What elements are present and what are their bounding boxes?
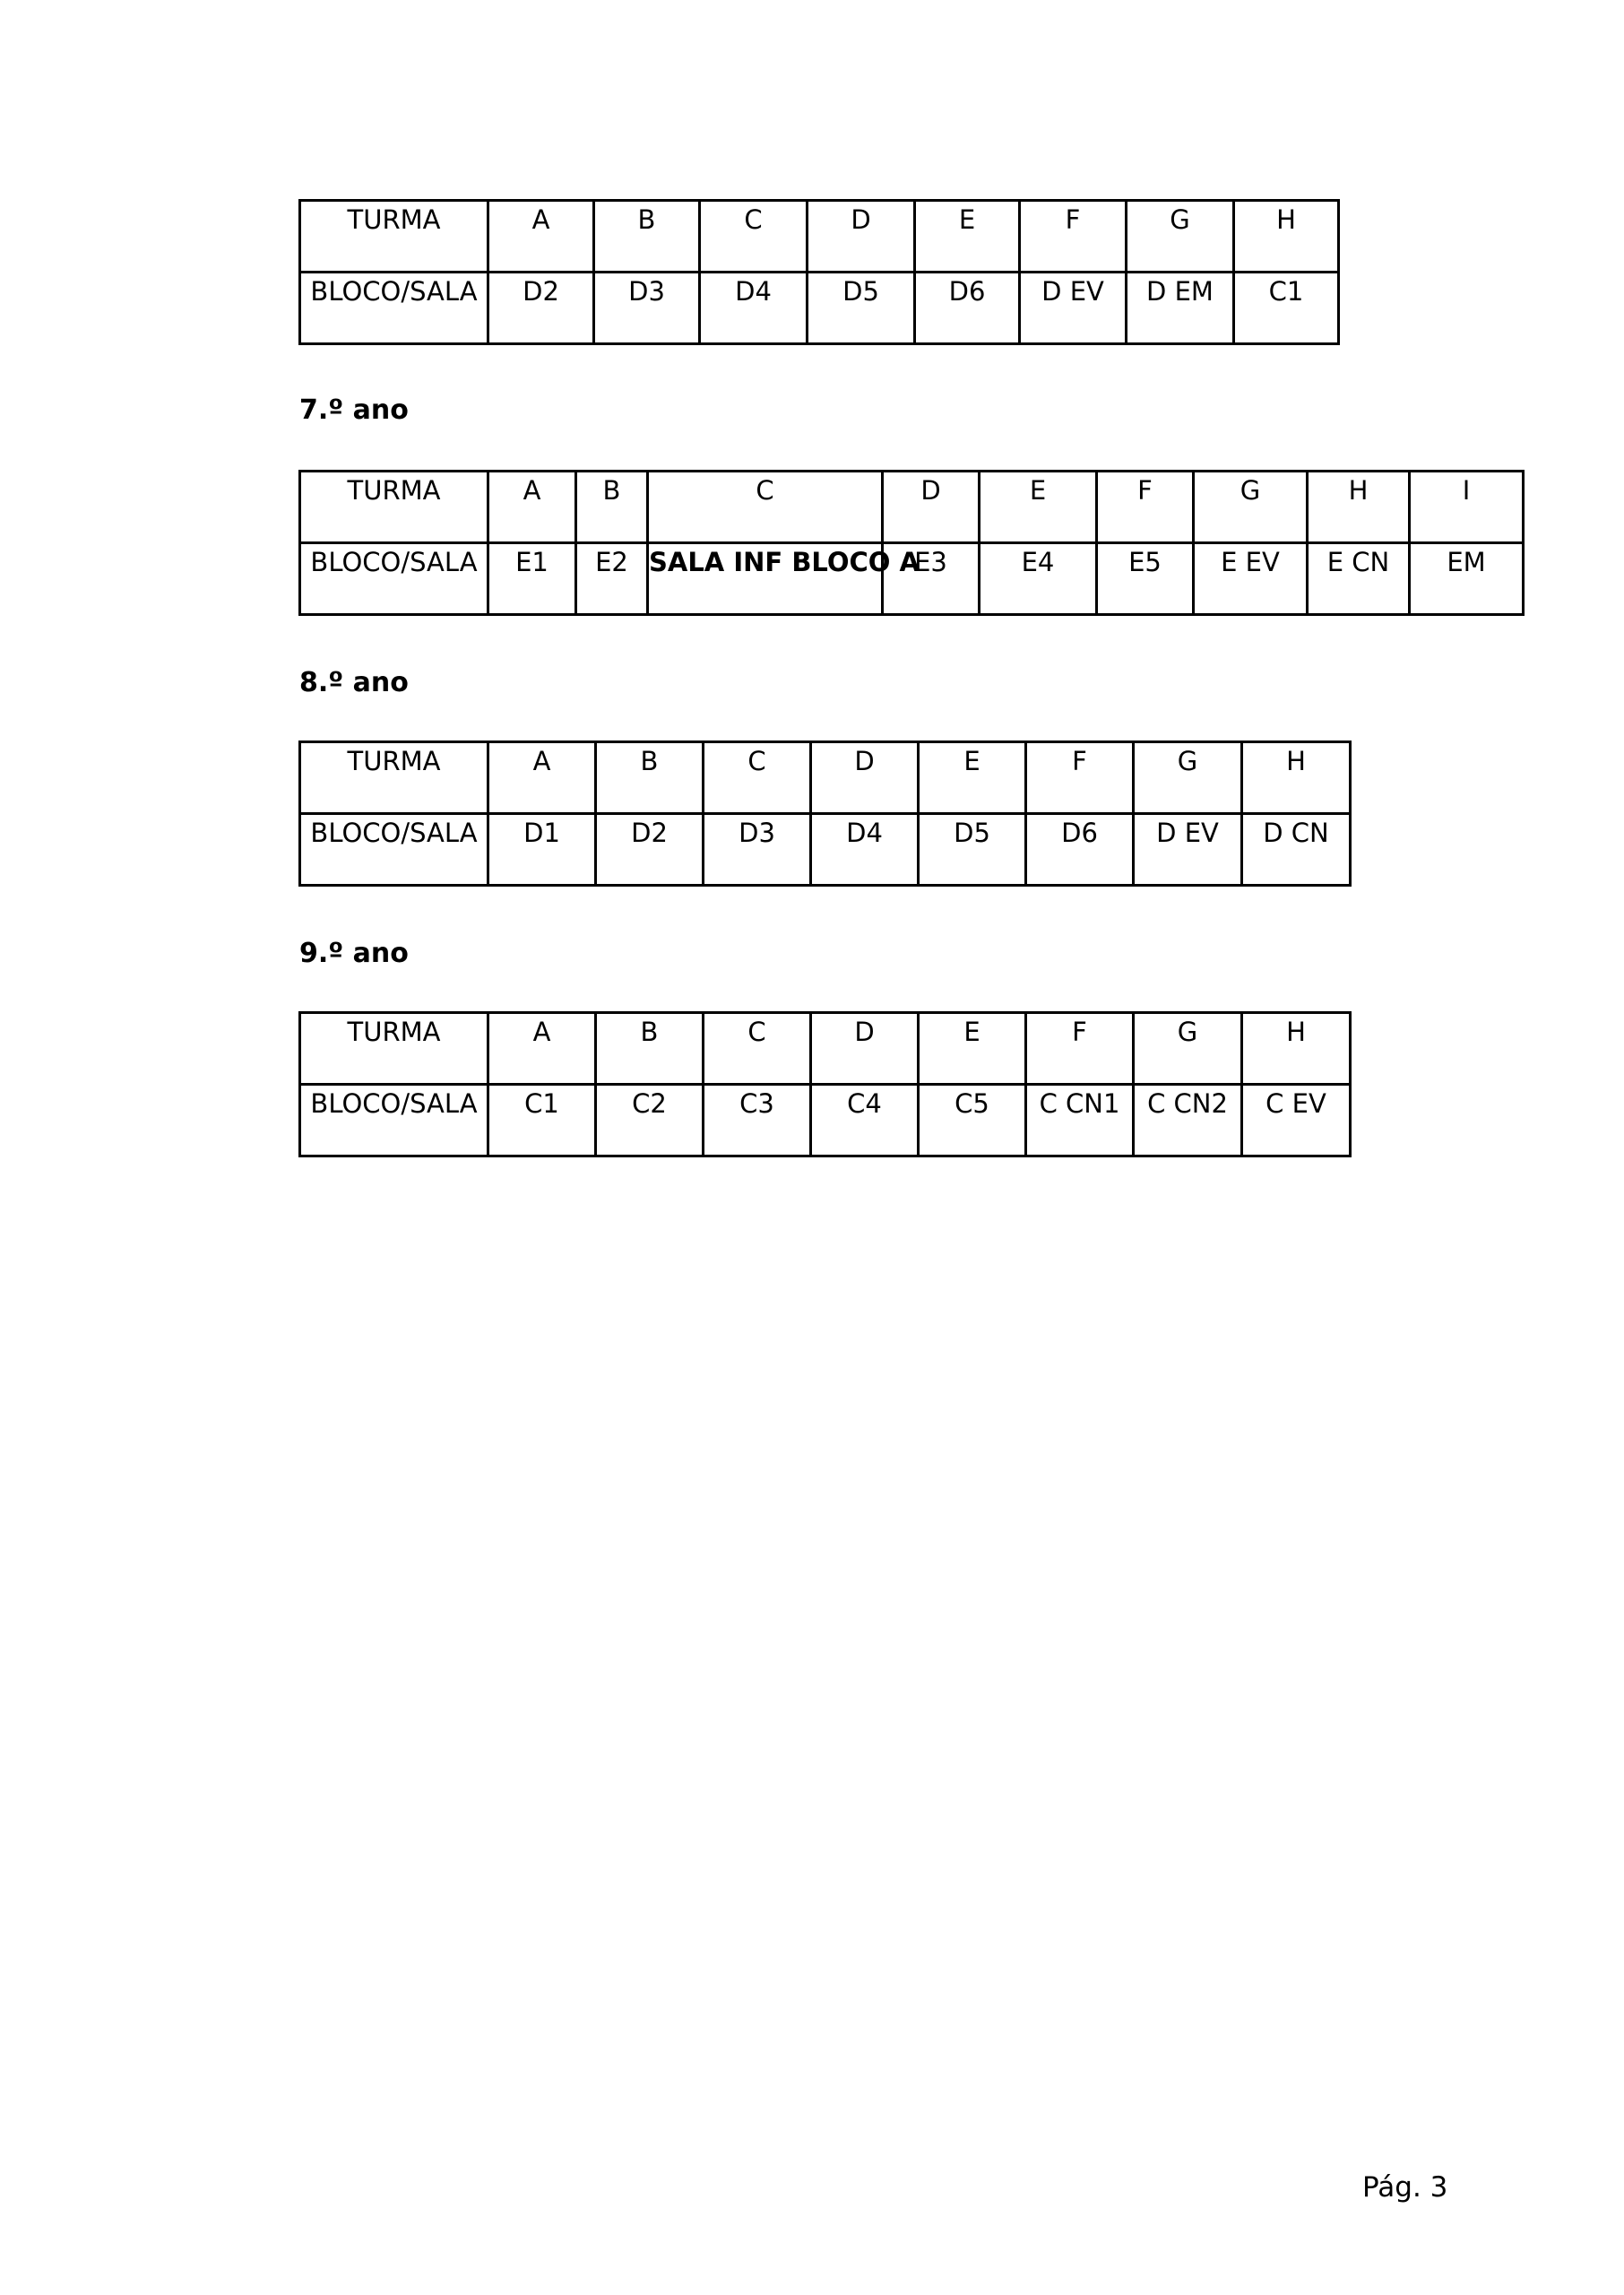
turma-label: TURMA xyxy=(300,1013,488,1085)
sala-cell: C3 xyxy=(704,1085,811,1156)
turma-cell: B xyxy=(576,472,648,543)
sala-cell: D4 xyxy=(811,814,919,886)
sala-cell: C1 xyxy=(1234,273,1339,344)
turma-cell: E xyxy=(915,201,1020,273)
sala-cell: E2 xyxy=(576,543,648,615)
sala-cell: C5 xyxy=(919,1085,1026,1156)
turma-label: TURMA xyxy=(300,201,488,273)
turma-cell: G xyxy=(1194,472,1308,543)
turma-cell: D xyxy=(808,201,915,273)
sala-label: BLOCO/SALA xyxy=(300,1085,488,1156)
turma-cell: H xyxy=(1242,1013,1351,1085)
sala-cell: C EV xyxy=(1242,1085,1351,1156)
turma-cell: H xyxy=(1234,201,1339,273)
table-row-turma xyxy=(300,742,1351,814)
sala-cell: D EV xyxy=(1020,273,1127,344)
sala-cell: E CN xyxy=(1308,543,1410,615)
sala-cell: D3 xyxy=(704,814,811,886)
sala-label: BLOCO/SALA xyxy=(300,273,488,344)
turma-cell: D xyxy=(811,742,919,814)
turma-cell: B xyxy=(596,742,704,814)
turma-cell: H xyxy=(1242,742,1351,814)
sala-cell: D6 xyxy=(915,273,1020,344)
turma-cell: F xyxy=(1020,201,1127,273)
section-heading-8: 8.º ano xyxy=(299,667,409,698)
sala-label: BLOCO/SALA xyxy=(300,814,488,886)
sala-cell: E3 xyxy=(883,543,980,615)
turma-cell: F xyxy=(1097,472,1194,543)
sala-cell: C1 xyxy=(488,1085,596,1156)
turma-cell: F xyxy=(1026,1013,1134,1085)
rooms-table-7 xyxy=(298,470,1525,616)
sala-cell: D2 xyxy=(488,273,594,344)
table-row-sala xyxy=(300,543,1524,615)
turma-cell: E xyxy=(919,742,1026,814)
turma-cell: E xyxy=(980,472,1097,543)
sala-cell: D1 xyxy=(488,814,596,886)
sala-cell: C2 xyxy=(596,1085,704,1156)
turma-cell: C xyxy=(704,742,811,814)
sala-cell: D EM xyxy=(1127,273,1234,344)
turma-cell: I xyxy=(1410,472,1524,543)
sala-cell: D3 xyxy=(594,273,700,344)
turma-label: TURMA xyxy=(300,472,488,543)
rooms-table-9 xyxy=(298,1011,1352,1157)
turma-cell: G xyxy=(1134,1013,1242,1085)
table-row-turma xyxy=(300,201,1339,273)
rooms-table-8 xyxy=(298,740,1352,887)
turma-cell: F xyxy=(1026,742,1134,814)
sala-cell: D EV xyxy=(1134,814,1242,886)
sala-cell: D5 xyxy=(808,273,915,344)
turma-cell: C xyxy=(648,472,883,543)
page-number: Pág. 3 xyxy=(1362,2171,1448,2204)
turma-cell: C xyxy=(700,201,808,273)
turma-cell: A xyxy=(488,472,576,543)
sala-cell: D CN xyxy=(1242,814,1351,886)
section-heading-9: 9.º ano xyxy=(299,938,409,969)
sala-cell: E EV xyxy=(1194,543,1308,615)
sala-cell: D4 xyxy=(700,273,808,344)
turma-cell: D xyxy=(811,1013,919,1085)
rooms-table-6 xyxy=(298,199,1340,345)
sala-cell: C4 xyxy=(811,1085,919,1156)
sala-cell: E5 xyxy=(1097,543,1194,615)
sala-cell: E4 xyxy=(980,543,1097,615)
turma-cell: D xyxy=(883,472,980,543)
sala-cell: D5 xyxy=(919,814,1026,886)
table-row-turma xyxy=(300,472,1524,543)
table-row-sala xyxy=(300,814,1351,886)
sala-cell: SALA INF BLOCO A xyxy=(648,543,883,615)
turma-label: TURMA xyxy=(300,742,488,814)
turma-cell: A xyxy=(488,742,596,814)
turma-cell: E xyxy=(919,1013,1026,1085)
sala-cell: C CN2 xyxy=(1134,1085,1242,1156)
turma-cell: H xyxy=(1308,472,1410,543)
section-heading-7: 7.º ano xyxy=(299,394,409,426)
turma-cell: A xyxy=(488,1013,596,1085)
table-row-turma xyxy=(300,1013,1351,1085)
turma-cell: B xyxy=(596,1013,704,1085)
sala-cell: D2 xyxy=(596,814,704,886)
table-row-sala xyxy=(300,273,1339,344)
sala-cell: C CN1 xyxy=(1026,1085,1134,1156)
sala-cell: D6 xyxy=(1026,814,1134,886)
turma-cell: C xyxy=(704,1013,811,1085)
turma-cell: B xyxy=(594,201,700,273)
sala-cell: EM xyxy=(1410,543,1524,615)
sala-cell: E1 xyxy=(488,543,576,615)
table-row-sala xyxy=(300,1085,1351,1156)
turma-cell: G xyxy=(1134,742,1242,814)
sala-label: BLOCO/SALA xyxy=(300,543,488,615)
turma-cell: A xyxy=(488,201,594,273)
turma-cell: G xyxy=(1127,201,1234,273)
